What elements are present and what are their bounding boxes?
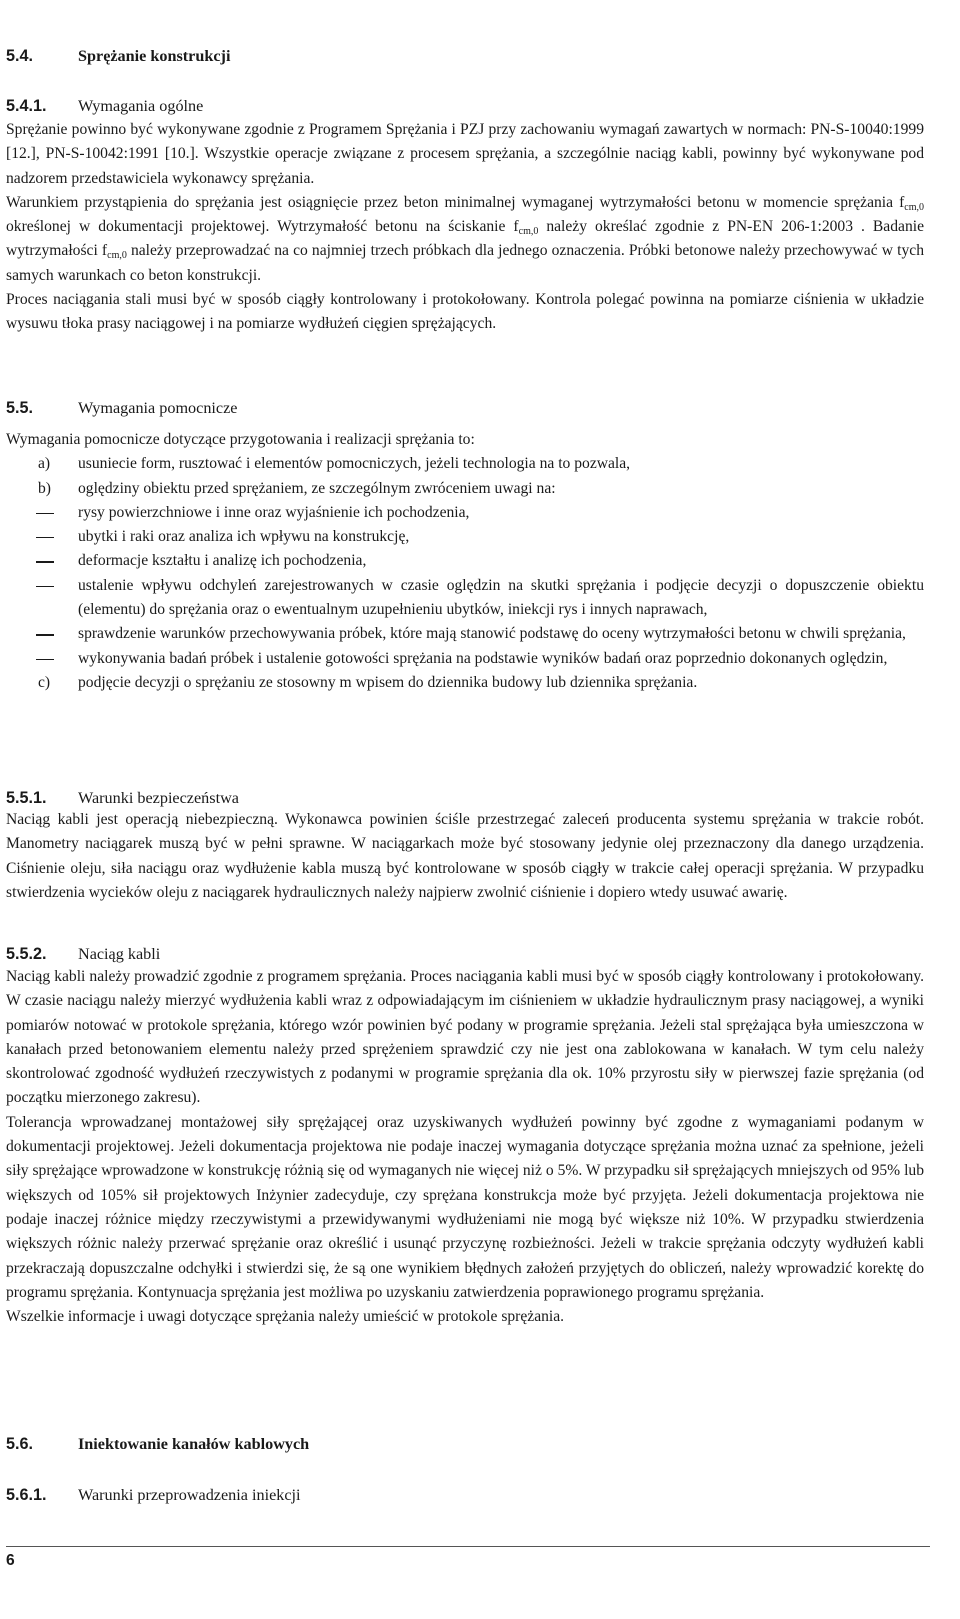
list-item: c) podjęcie decyzji o sprężaniu ze stosowny m wpisem do dziennika budowy lub dziennika sprężania. <box>38 673 698 691</box>
heading-number: 5.5.2. <box>6 945 47 963</box>
page-number: 6 <box>6 1552 15 1569</box>
list-item: a) usuniecie form, rusztować i elementów pomocniczych, jeżeli technologia na to pozwala, <box>38 455 631 473</box>
paragraph: Wszelkie informacje i uwagi dotyczące sprężania należy umieścić w protokole sprężania. <box>6 1308 565 1326</box>
heading-5-4 <box>6 44 230 68</box>
heading-title: Iniektowanie kanałów kablowych <box>78 1435 310 1453</box>
footer-divider <box>6 1546 930 1547</box>
dash-bullet-icon <box>36 513 54 514</box>
dash-bullet-icon <box>36 537 54 538</box>
heading-number: 5.4.1. <box>6 97 47 115</box>
paragraph: Proces naciągania stali musi być w sposób ciągły kontrolowany i protokołowany. Kontrola polegać powinna na pomiarze ciśnienia w układzie wysuwu tłoka prasy naciągowej i na pomiarze wydłużeń cięgien sprężających. <box>6 291 924 333</box>
heading-5-5-2 <box>6 942 160 966</box>
dash-bullet-icon <box>36 659 54 660</box>
heading-title: Warunki bezpieczeństwa <box>78 789 239 807</box>
paragraph: Sprężanie powinno być wykonywane zgodnie z Programem Sprężania i PZJ przy zachowaniu wymagań zawartych w normach: PN-S-10040:1999 [12.], PN-S-10042:1991 [10.]. Wszystkie operacje związane z procesem sprężania, a szczególnie naciąg kabli, powinny być wykonywane pod nadzorem przedstawiciela wykonawcy sprężania. <box>6 121 924 187</box>
paragraph: Naciąg kabli jest operacją niebezpieczną. Wykonawca powinien ściśle przestrzegać zaleceń producenta systemu sprężania w trakcie robót. Manometry naciągarek muszą być w pełni sprawne. W naciągarkach może być stosowany jedynie olej przeznaczony dla danego urządzenia. Ciśnienie oleju, siła naciągu oraz wydłużenie kabla muszą być kontrolowane w sposób ciągły w trakcie całej operacji sprężania. W przypadku stwierdzenia wycieków oleju z naciągarek hydraulicznych należy najpierw zwolnić ciśnienie i dopiero wtedy usuwać awarię. <box>6 811 924 901</box>
heading-title: Sprężanie konstrukcji <box>78 47 231 65</box>
heading-title: Naciąg kabli <box>78 945 161 963</box>
heading-5-6 <box>6 1432 309 1456</box>
paragraph: Warunkiem przystąpienia do sprężania jest osiągnięcie przez beton minimalnej wymaganej wytrzymałości betonu w momencie sprężania $f_{cm,0}$ określonej w dokumentacji projektowej. Wytrzymałość betonu na ściskanie $f_{cm,0}$ należy określać zgodnie z PN-EN 206-1:2003 . Badanie wytrzymałości $f_{cm,0}$ należy przeprowadzać na co najmniej trzech próbkach dla jednego oznaczenia. Próbki betonowe należy przechowywać w tych samych warunkach co beton konstrukcji. <box>6 193 924 284</box>
paragraph: Naciąg kabli należy prowadzić zgodnie z programem sprężania. Proces naciągania kabli musi być w sposób ciągły kontrolowany i protokołowany. W czasie naciągu należy mierzyć wydłużenia kabli wraz z odpowiadającym im ciśnieniem w układzie hydraulicznym prasy naciągowej, a wyniki pomiarów notować w protokole sprężania, którego wzór powinien być podany w programie sprężania. Jeżeli stal sprężająca była umieszczona w kanałach przed betonowaniem elementu należy przed sprężeniem sprawdzić czy nie jest ona zablokowana w kanałach. W tym celu należy skontrolować zgodność wydłużeń rzeczywistych z podanymi w programie sprężania dla ok. 10% przyrostu siły w pierwszej fazie sprężania (od początku mierzonego zakresu). <box>6 968 924 1107</box>
list-item: rysy powierzchniowe i inne oraz wyjaśnienie ich pochodzenia, <box>6 501 924 525</box>
dash-bullet-icon <box>36 561 54 562</box>
requirements-list <box>6 452 924 695</box>
heading-5-6-1 <box>6 1483 301 1507</box>
dash-bullet-icon <box>36 586 54 587</box>
dash-bullet-icon <box>36 634 54 635</box>
heading-title: Wymagania ogólne <box>78 97 204 115</box>
list-item: sprawdzenie warunków przechowywania próbek, które mają stanowić podstawę do oceny wytrzymałości betonu w chwili sprężania, <box>6 622 924 646</box>
list-item: ubytki i raki oraz analiza ich wpływu na konstrukcję, <box>6 525 924 549</box>
heading-title: Warunki przeprowadzenia iniekcji <box>78 1486 301 1504</box>
list-item: ustalenie wpływu odchyleń zarejestrowanych w czasie oględzin na skutki sprężania i podjęcie decyzji o dopuszczenie obiektu (elementu) do sprężania oraz o ewentualnym uzupełnieniu ubytków, iniekcji rys i innych naprawach, <box>6 574 924 623</box>
heading-5-5 <box>6 396 237 420</box>
paragraph: Wymagania pomocnicze dotyczące przygotowania i realizacji sprężania to: <box>6 431 475 448</box>
heading-5-5-1 <box>6 786 239 810</box>
heading-number: 5.5. <box>6 399 34 417</box>
heading-title: Wymagania pomocnicze <box>78 399 238 417</box>
heading-number: 5.6.1. <box>6 1486 47 1504</box>
paragraph: Tolerancja wprowadzanej montażowej siły sprężającej oraz uzyskiwanych wydłużeń powinny być zgodne z wymaganiami podanym w dokumentacji projektowej. Jeżeli dokumentacja projektowa nie podaje inaczej wymagania dotyczące sprężania można uznać za spełnione, jeżeli siły sprężające wprowadzone w konstrukcję różnią się od wymaganych nie więcej niż o 5%. W przypadku sił sprężających mniejszych od 95% lub większych od 105% sił projektowych Inżynier zadecyduje, czy sprężana konstrukcja może być przyjęta. Jeżeli dokumentacja projektowa nie podaje inaczej różnice między rzeczywistymi a przewidywanymi wydłużeniami nie mogą być większe niż 10%. W przypadku stwierdzenia większych różnic należy przerwać sprężanie oraz określić i usunąć przyczynę rozbieżności. Jeżeli w trakcie sprężania odczyty wydłużeń kabli przekraczają dopuszczalne odchyłki i stwierdzi się, że są one wynikiem błędnych założeń przyjętych do obliczeń, należy wprowadzić korektę do programu sprężania. Kontynuacja sprężania jest możliwa po uzyskaniu zatwierdzenia poprawionego programu sprężania. <box>6 1113 924 1301</box>
section-5-4-1-body <box>6 118 924 337</box>
section-5-5-1-body <box>6 808 924 905</box>
heading-number: 5.6. <box>6 1435 34 1453</box>
heading-number: 5.4. <box>6 47 34 65</box>
heading-5-4-1 <box>6 94 203 118</box>
list-item: b) oględziny obiektu przed sprężaniem, ze szczególnym zwróceniem uwagi na: <box>38 479 556 497</box>
list-item: wykonywania badań próbek i ustalenie gotowości sprężania na podstawie wyników badań oraz poprzednio dokonanych oględzin, <box>6 647 924 671</box>
heading-number: 5.5.1. <box>6 789 47 807</box>
list-item: deformacje kształtu i analizę ich pochodzenia, <box>6 549 924 573</box>
section-5-5-body <box>6 428 924 695</box>
section-5-5-2-body <box>6 965 924 1329</box>
